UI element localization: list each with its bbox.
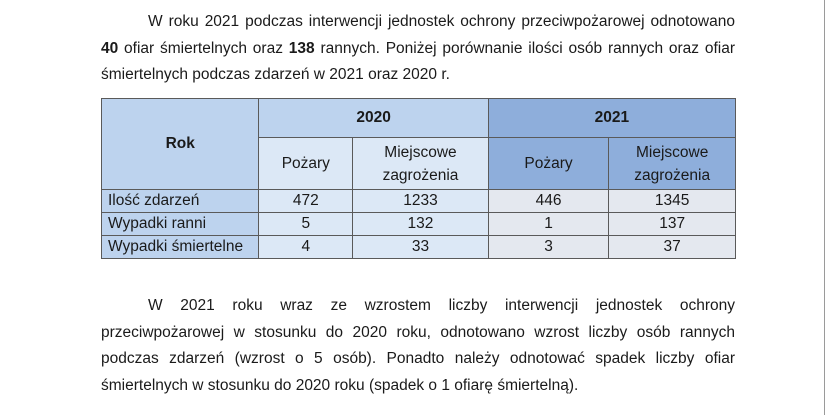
year-2020-header: 2020 bbox=[259, 99, 488, 138]
table-cell: 137 bbox=[609, 213, 736, 236]
table-cell: 1 bbox=[488, 213, 609, 236]
table-row bbox=[102, 190, 736, 213]
year-2021-header: 2021 bbox=[488, 99, 735, 138]
intro-paragraph bbox=[101, 9, 735, 89]
summary-text: W 2021 roku wraz ze wzrostem liczby interwencji jednostek ochrony przeciwpożarowej w stosunku do 2020 roku, odnotowano wzrost liczby osób rannych podczas zdarzeń (wzrost o 5 osób). Ponadto należy odnotować spadek liczby ofiar śmiertelnych w stosunku do 2020 roku (spadek o 1 ofiarę śmiertelną). bbox=[101, 297, 735, 394]
summary-paragraph bbox=[101, 293, 735, 399]
intro-text-3: rannych. Poniżej porównanie ilości osób rannych oraz ofiar śmiertelnych podczas zdarzeń w 2021 oraz 2020 r. bbox=[101, 39, 735, 83]
table-row bbox=[102, 213, 736, 236]
comparison-table bbox=[101, 98, 736, 259]
table-cell: 1345 bbox=[609, 190, 736, 213]
fatalities-count: 40 bbox=[101, 39, 119, 57]
local-threats-2021-header: Miejscowe zagrożenia bbox=[609, 138, 736, 190]
table-cell: 3 bbox=[488, 236, 609, 259]
fires-2021-header: Pożary bbox=[488, 138, 609, 190]
table-cell: 5 bbox=[259, 213, 353, 236]
year-column-header: Rok bbox=[102, 99, 259, 190]
row-label: Wypadki śmiertelne bbox=[102, 236, 259, 259]
row-label: Ilość zdarzeń bbox=[102, 190, 259, 213]
table-cell: 1233 bbox=[353, 190, 489, 213]
table-cell: 4 bbox=[259, 236, 353, 259]
injured-count: 138 bbox=[288, 39, 315, 57]
local-threats-2020-header: Miejscowe zagrożenia bbox=[353, 138, 489, 190]
page-edge-divider bbox=[824, 0, 825, 415]
row-label: Wypadki ranni bbox=[102, 213, 259, 236]
table-header-row bbox=[102, 99, 736, 138]
fires-2020-header: Pożary bbox=[259, 138, 353, 190]
intro-text-1: W roku 2021 podczas interwencji jednostek ochrony przeciwpożarowej odnotowano bbox=[148, 13, 735, 30]
table-cell: 37 bbox=[609, 236, 736, 259]
table-cell: 446 bbox=[488, 190, 609, 213]
table-cell: 132 bbox=[353, 213, 489, 236]
table-row bbox=[102, 236, 736, 259]
intro-text-2: ofiar śmiertelnych oraz bbox=[118, 39, 289, 57]
table-cell: 33 bbox=[353, 236, 489, 259]
table-cell: 472 bbox=[259, 190, 353, 213]
